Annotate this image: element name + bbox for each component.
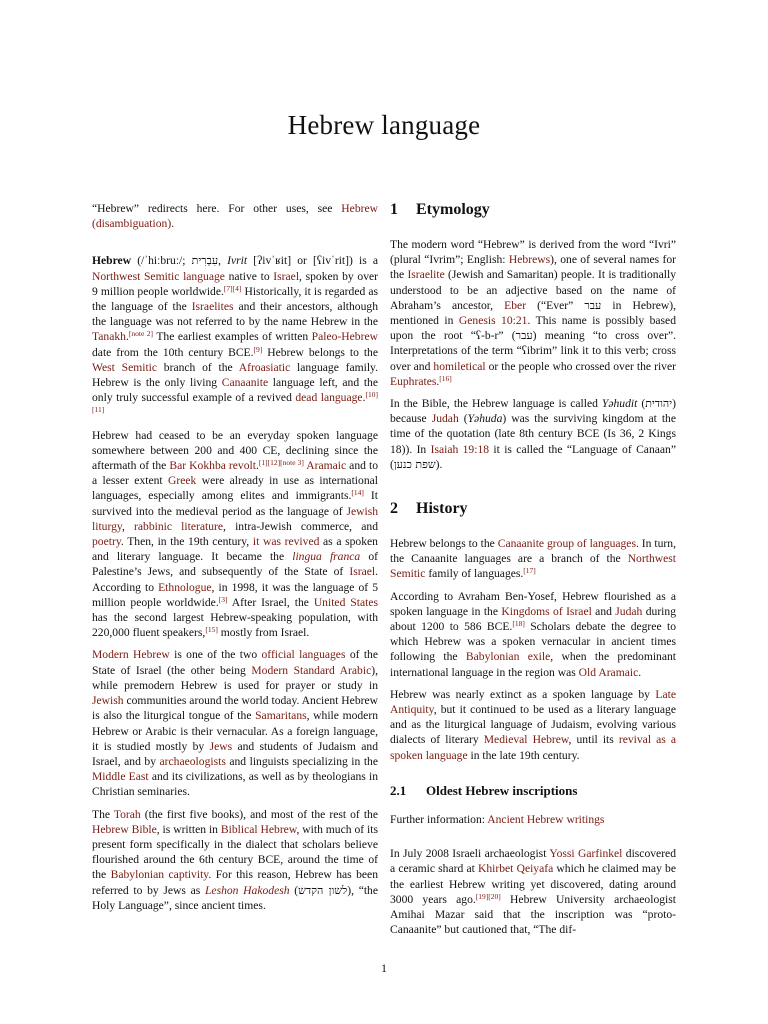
text-run: in the late 19th century.	[467, 748, 580, 762]
link[interactable]: Hebrew Bible	[92, 822, 157, 836]
link[interactable]: Jewish liturgy	[92, 504, 378, 533]
further-information	[390, 812, 676, 827]
text-run: and their ancestors, although the language was not referred to by the name Hebrew in the	[92, 300, 378, 329]
link[interactable]: Aramaic	[306, 459, 347, 473]
text-run: According to Avraham Ben-Yosef, Hebrew flourished as a spoken language in the	[390, 589, 676, 618]
text-run: during about 1200 to 586 BCE.	[390, 604, 676, 634]
link[interactable]: revival as a spoken language	[390, 733, 676, 762]
text-run: in Hebrew), mentioned in	[390, 298, 676, 328]
text-run: The modern word “Hebrew” is derived from the word “Ivri” (plural “Ivrim”; English:	[390, 238, 676, 267]
link[interactable]: Babylonian exile	[465, 650, 551, 664]
link[interactable]: official languages	[261, 648, 346, 662]
citation-link[interactable]: [14]	[351, 488, 364, 498]
link[interactable]: Leshon Hakodesh	[204, 883, 290, 897]
text-run: ,	[121, 519, 135, 533]
text-run: ), while premodern Hebrew is used for prayer or study in	[92, 663, 378, 692]
text-run: ).	[435, 457, 443, 471]
link[interactable]: archaeologists	[159, 754, 226, 768]
bold-term: Hebrew	[92, 254, 132, 268]
link[interactable]: United States	[313, 595, 378, 609]
citation-link[interactable]: [3]	[218, 594, 228, 604]
text-run: .	[125, 330, 129, 344]
spacer	[390, 479, 676, 499]
text-run: .	[638, 665, 642, 679]
hatnote	[92, 201, 378, 231]
link[interactable]: Israel	[349, 565, 376, 579]
text-run: has the second largest Hebrew-speaking population, with 220,000 fluent speakers,	[92, 611, 378, 640]
link[interactable]: Bar Kokhba revolt	[169, 459, 256, 473]
text-run: . In turn, the Canaanite languages are a branch of the	[390, 537, 676, 566]
text-run: Further information:	[390, 812, 488, 826]
revival-paragraph	[92, 428, 378, 641]
text-run: and students of Judaism and Israel, and by	[92, 739, 378, 768]
text-run: Scholars debate the degree to which Hebrew was a spoken vernacular in ancient times following the	[390, 620, 676, 664]
link[interactable]: Afroasiatic	[238, 360, 291, 374]
text-run: and	[591, 604, 616, 618]
hebrew-text: עבר	[515, 329, 533, 343]
text-run: language left, and the only truly successful example of a revived	[92, 376, 378, 405]
text-run: and to a lesser extent	[92, 459, 378, 488]
text-run: ) was the surviving kingdom at the time of the quotation (late 8th century BCE (Is 36, 2 Kings 18)). In	[390, 412, 676, 456]
text-run: which he claimed may be the earliest Hebrew writing yet discovered, dating around 3000 years ago.	[390, 862, 676, 906]
text-run: (Jewish and Samaritan) people. It is traditionally understood to be an adjective based on the name of Abraham’s ancestor,	[390, 268, 676, 312]
subsection-heading-oldest-inscriptions	[390, 782, 676, 800]
link[interactable]: Torah	[113, 807, 141, 821]
text-run: native to	[224, 269, 274, 283]
citation-link[interactable]: [18]	[512, 619, 525, 629]
spacer	[390, 770, 676, 782]
text-run: After Israel, the	[227, 595, 314, 609]
link[interactable]: Canaanite	[221, 376, 269, 390]
section-heading-etymology	[390, 200, 676, 220]
text-run: The earliest examples of written	[153, 330, 312, 344]
link[interactable]: Northwest Semitic	[390, 552, 676, 581]
text-run: , intra-Jewish commerce, and	[223, 519, 378, 533]
link[interactable]: Late Antiquity	[390, 687, 676, 717]
link[interactable]: Ethnologue	[158, 580, 212, 594]
citation-link[interactable]: [19][20]	[475, 891, 501, 901]
history-paragraph-2	[390, 589, 676, 680]
hatnote-link[interactable]: Hebrew (disambiguation)	[92, 202, 378, 231]
intro-paragraph	[92, 253, 378, 420]
torah-paragraph	[92, 807, 378, 913]
link[interactable]: Modern Standard Arabic	[251, 663, 372, 677]
link[interactable]: Biblical Hebrew	[220, 822, 297, 836]
text-run: Hebrew belongs to the	[390, 537, 498, 551]
text-run: (the first five books), and most of the rest of the	[140, 807, 378, 821]
text-run: date from the 10th century BCE.	[92, 345, 254, 359]
text-run: ) because	[390, 397, 676, 426]
page-number: 1	[381, 961, 387, 975]
link[interactable]: Paleo-Hebrew	[311, 330, 378, 344]
link[interactable]: Khirbet Qeiyafa	[477, 862, 554, 876]
text-run: (	[637, 397, 646, 411]
left-column	[92, 201, 378, 920]
text-run: ), one of several names for the	[390, 253, 676, 282]
link[interactable]: West Semitic	[92, 360, 158, 374]
link[interactable]: Middle East	[92, 770, 149, 784]
citation-link[interactable]: [15]	[205, 625, 218, 635]
text-run: ) meaning “to cross over”. Interpretations of the term “ʕibrim” link it to this verb; cross over and	[390, 329, 676, 373]
text-run: , with much of its present form specifically in the dialect that scholars believe flourished around the 6th century BCE, around the time of the	[92, 822, 378, 882]
text-run: of Palestine’s Jews, and subsequently of the State of	[92, 550, 378, 579]
text-run: , when the predominant international language in the region was	[390, 650, 677, 679]
link[interactable]: Kingdoms of Israel	[501, 604, 592, 618]
text-run: as a spoken and literary language. It became the	[92, 535, 378, 564]
text-run: Hebrew had ceased to be an everyday spoken language somewhere between 200 and 400 CE, declining since the aftermath of the	[92, 428, 378, 473]
text-run: of the State of Israel (the other being	[92, 648, 378, 677]
text-run: branch of the	[157, 360, 239, 374]
link[interactable]: Medieval Hebrew	[483, 733, 569, 747]
text-run: . Then, in the 19th century,	[120, 535, 253, 549]
link[interactable]: dead language	[295, 391, 363, 405]
text-run: family of languages.	[425, 567, 524, 581]
link[interactable]: Modern Hebrew	[92, 648, 170, 662]
hebrew-text: שפת כנען	[393, 457, 436, 471]
citation-link[interactable]: [note 2]	[128, 329, 154, 339]
etymology-paragraph-2	[390, 396, 676, 472]
text-run: , while modern Hebrew or Arabic is their vernacular. As a foreign language, it is studied mostly by	[92, 709, 378, 753]
text-run: , is written in	[156, 822, 221, 836]
link[interactable]: Isaiah 19:18	[430, 442, 490, 456]
text-run: The	[92, 807, 114, 821]
citation-link[interactable]: [1][12][note 3]	[258, 458, 304, 468]
subsection-title: Oldest Hebrew inscriptions	[426, 782, 578, 798]
text-run: is one of the two	[169, 648, 262, 662]
link[interactable]: Hebrews	[508, 253, 551, 267]
section-number: 1	[390, 201, 398, 218]
text-run: .	[436, 374, 440, 388]
link[interactable]: Yossi Garfinkel	[549, 847, 623, 861]
text-run: , but it continued to be used as a literary language and as the liturgical language of Judaism, evolving various dialects of literary	[390, 703, 676, 747]
text-run: (	[458, 412, 468, 426]
hebrew-text: עִבְרִית	[191, 254, 219, 268]
text-run: Hebrew University archaeologist Amihai Mazar said that the inscription was “proto-Canaanite” but cautioned that, “The dif-	[390, 892, 676, 937]
hebrew-text: יהודית	[645, 397, 673, 411]
hebrew-text: לשון הקדש	[298, 883, 348, 897]
text-run: or the people who crossed over the river	[485, 359, 676, 373]
text-run: Hebrew was nearly extinct as a spoken language by	[390, 687, 656, 701]
link[interactable]: Eber	[504, 298, 527, 312]
text-run: and linguists specializing in the	[225, 754, 378, 768]
text-run: . This name is possibly based upon the root “ʕ-b-r” (	[390, 314, 676, 343]
hatnote-end: .	[171, 217, 175, 231]
section-title: History	[416, 500, 468, 518]
hatnote-text: “Hebrew” redirects here. For other uses, see	[92, 202, 342, 215]
link[interactable]: Old Aramaic	[578, 665, 639, 679]
section-number: 2	[390, 500, 398, 518]
citation-link[interactable]: [9]	[253, 344, 263, 354]
link[interactable]: Northwest Semitic language	[92, 269, 225, 283]
text-run: . According to	[92, 565, 378, 594]
text-run: (	[289, 883, 299, 897]
link[interactable]: Jewish	[92, 694, 124, 708]
link[interactable]: homiletical	[433, 359, 486, 373]
link[interactable]: it was revived	[252, 535, 320, 549]
text-run: It survived into the medieval period as the language of	[92, 489, 378, 518]
citation-link[interactable]: [16]	[439, 373, 452, 383]
link[interactable]: Samaritans	[255, 709, 307, 723]
link[interactable]: poetry	[92, 535, 121, 549]
text-run: discovered a ceramic shard at	[390, 847, 676, 876]
text-run: it is called the “Language of Canaan” (	[390, 442, 676, 471]
text-run: (/ˈhiːbruː/;	[131, 254, 192, 268]
text-run: ,	[218, 254, 228, 268]
link[interactable]: Greek	[168, 474, 197, 488]
hebrew-text: עבר	[584, 298, 602, 312]
text-run: Historically, it is regarded as the language of the	[92, 284, 378, 314]
link[interactable]: Jews	[209, 739, 233, 753]
text-run: . For this reason, Hebrew has been referred to by Jews as	[92, 868, 378, 897]
italic-term: Yəhudit	[601, 397, 638, 411]
link[interactable]: Genesis 10:21	[458, 314, 528, 328]
right-column	[390, 200, 676, 944]
text-run: and its civilizations, as well as by theologians in Christian seminaries.	[92, 770, 378, 799]
inscriptions-paragraph	[390, 846, 676, 937]
text-run: communities around the world today. Ancient Hebrew is also the liturgical tongue of the	[92, 694, 378, 723]
text-run: , spoken by over 9 million people worldwide.	[92, 269, 379, 298]
link[interactable]: Judah	[615, 604, 643, 618]
italic-term: Yəhuda	[467, 412, 503, 426]
link[interactable]: Ancient Hebrew writings	[487, 812, 605, 826]
subsection-number: 2.1	[390, 782, 407, 798]
section-heading-history	[390, 499, 676, 519]
modern-hebrew-paragraph	[92, 647, 378, 799]
history-paragraph-3	[390, 687, 676, 763]
text-run: were already in use as international languages, especially among elites and immigrants.	[92, 474, 378, 503]
link[interactable]: lingua franca	[292, 550, 361, 564]
italic-term: Ivrit	[227, 254, 248, 268]
history-paragraph-1	[390, 536, 676, 582]
link[interactable]: Tanakh	[92, 330, 126, 344]
text-run: .	[255, 459, 259, 473]
text-run: Hebrew belongs to the	[262, 345, 379, 359]
link[interactable]: rabbinic literature	[134, 519, 224, 533]
link[interactable]: Euphrates	[390, 374, 437, 388]
section-title: Etymology	[416, 201, 490, 218]
text-run: (“Ever”	[526, 298, 585, 312]
page-title: Hebrew language	[287, 110, 481, 140]
text-run: In July 2008 Israeli archaeologist	[390, 847, 550, 861]
link[interactable]: Israelite	[407, 268, 445, 282]
link[interactable]: Israelites	[191, 300, 234, 314]
text-run: , until its	[568, 733, 619, 747]
text-run: [ʔivˈʁit] or [ʕivˈrit]) is a	[247, 254, 378, 268]
link[interactable]: Judah	[431, 412, 459, 426]
text-run: ), “the Holy Language”, since ancient times.	[92, 883, 378, 912]
text-run: , in 1998, it was the language of 5 million people worldwide.	[92, 580, 378, 609]
spacer	[390, 834, 676, 846]
text-run: In the Bible, the Hebrew language is called	[390, 397, 602, 411]
text-run: mostly from Israel.	[217, 626, 310, 640]
link[interactable]: Babylonian captivity	[110, 868, 209, 882]
link[interactable]: Canaanite group of languages	[497, 537, 636, 551]
citation-link[interactable]: [17]	[523, 566, 536, 576]
citation-link[interactable]: [10][11]	[92, 390, 378, 415]
text-run: language family. Hebrew is the only living	[92, 360, 378, 390]
citation-link[interactable]: [7][4]	[223, 283, 242, 293]
text-run: .	[362, 391, 366, 405]
link[interactable]: Israel	[273, 269, 300, 283]
etymology-paragraph-1	[390, 237, 676, 389]
